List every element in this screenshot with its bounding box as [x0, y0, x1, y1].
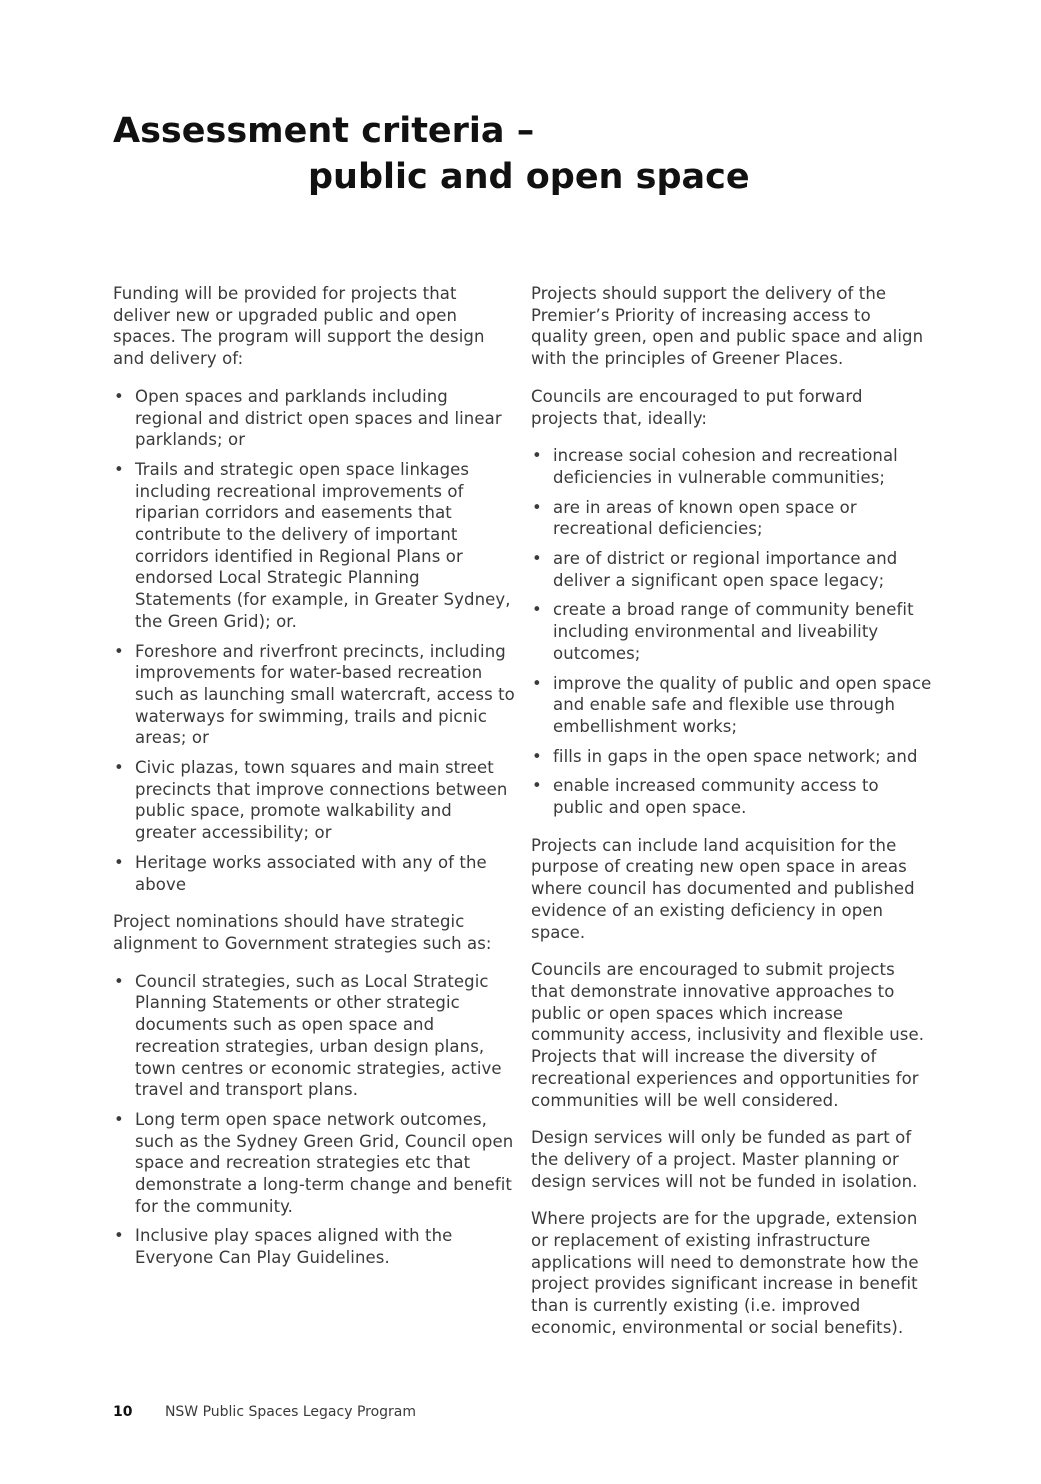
land-acquisition-paragraph: Projects can include land acquisition for the purpose of creating new open space in areas where council has documented and published evidence of an existing deficiency in open space. — [531, 835, 915, 942]
list-item — [113, 971, 515, 1101]
eligible-projects-list — [113, 386, 515, 895]
bullet-icon: • — [532, 549, 542, 569]
list-item — [531, 445, 933, 488]
bullet-icon: • — [114, 1109, 124, 1129]
intro-paragraph: Funding will be provided for projects that deliver new or upgraded public and open spaces. The program will support the design and delivery of: — [113, 284, 485, 369]
bullet-icon: • — [532, 776, 542, 796]
bullet-icon: • — [114, 459, 124, 479]
page-number: 10 — [113, 1404, 133, 1420]
left-column — [113, 283, 515, 1285]
title-line-1: Assessment criteria – — [113, 111, 535, 151]
bullet-icon: • — [532, 673, 542, 693]
councils-encouraged-paragraph: Councils are encouraged to put forward projects that, ideally: — [531, 386, 863, 428]
list-item — [113, 641, 515, 750]
list-item — [531, 673, 933, 738]
bullet-icon: • — [532, 600, 542, 620]
bullet-icon: • — [114, 852, 124, 872]
bullet-icon: • — [114, 971, 124, 991]
list-item — [531, 548, 933, 591]
bullet-icon: • — [114, 1226, 124, 1246]
ideal-projects-list — [531, 445, 933, 819]
page-title — [113, 108, 750, 200]
list-item — [531, 497, 933, 540]
bullet-icon: • — [532, 497, 542, 517]
page-footer — [113, 1402, 416, 1422]
list-item — [113, 459, 515, 633]
list-item — [531, 775, 933, 818]
list-item-text: increase social cohesion and recreational deficiencies in vulnerable communities; — [553, 446, 898, 487]
list-item-text: Civic plazas, town squares and main street precincts that improve connections between public space, promote walkability and greater accessibility; or — [135, 758, 508, 843]
list-item — [113, 852, 515, 895]
bullet-icon: • — [532, 446, 542, 466]
bullet-icon: • — [114, 758, 124, 778]
list-item — [531, 599, 933, 664]
list-item — [113, 386, 515, 451]
list-item-text: are of district or regional importance and deliver a significant open space legacy; — [553, 549, 898, 590]
right-column — [531, 283, 933, 1355]
upgrade-projects-paragraph: Where projects are for the upgrade, extension or replacement of existing infrastructure applications will need to demonstrate how the project provides significant increase in benefit than is currently existing (i.e. improved economic, environmental or social benefits). — [531, 1209, 919, 1337]
publication-name: NSW Public Spaces Legacy Program — [164, 1404, 417, 1420]
list-item — [113, 1225, 515, 1268]
strategic-alignment-paragraph: Project nominations should have strategic alignment to Government strategies such as: — [113, 912, 492, 953]
bullet-icon: • — [114, 386, 124, 406]
list-item-text: improve the quality of public and open space and enable safe and flexible use through embellishment works; — [553, 673, 932, 736]
premiers-priority-paragraph: Projects should support the delivery of the Premier’s Priority of increasing access to quality green, open and public space and align with the principles of Greener Places. — [531, 284, 924, 369]
list-item-text: Inclusive play spaces aligned with the Everyone Can Play Guidelines. — [135, 1226, 453, 1268]
list-item-text: Council strategies, such as Local Strategic Planning Statements or other strategic documents such as open space and recreation strategies, urban design plans, town centres or economic strategies, active travel and transport plans. — [135, 971, 502, 1100]
title-line-2: public and open space — [308, 157, 750, 197]
list-item — [113, 1109, 515, 1218]
list-item-text: enable increased community access to public and open space. — [553, 776, 879, 818]
list-item-text: create a broad range of community benefit including environmental and liveability outcomes; — [553, 600, 914, 663]
strategies-list — [113, 971, 515, 1269]
innovative-approaches-paragraph: Councils are encouraged to submit projects that demonstrate innovative approaches to public or open spaces which increase community access, inclusivity and flexible use. Projects that will increase the diversity of recreational experiences and opportunities for communities will be well considered. — [531, 960, 925, 1110]
list-item-text: Trails and strategic open space linkages including recreational improvements of riparian corridors and easements that contribute to the delivery of important corridors identified in Regional Plans or endorsed Local Strategic Planning Statements (for example, in Greater Sydney, the Green Grid); or. — [135, 459, 511, 631]
list-item-text: Heritage works associated with any of the above — [135, 852, 487, 894]
list-item-text: Open spaces and parklands including regional and district open spaces and linear parklands; or — [135, 386, 502, 450]
bullet-icon: • — [532, 746, 542, 766]
list-item-text: Long term open space network outcomes, such as the Sydney Green Grid, Council open space and recreation strategies etc that demonstrate a long-term change and benefit for the community. — [135, 1109, 514, 1216]
list-item-text: fills in gaps in the open space network; and — [553, 746, 918, 766]
list-item-text: are in areas of known open space or recreational deficiencies; — [553, 497, 857, 539]
list-item-text: Foreshore and riverfront precincts, including improvements for water-based recreation such as launching small watercraft, access to waterways for swimming, trails and picnic areas; or — [135, 641, 515, 748]
list-item — [113, 757, 515, 844]
design-services-paragraph: Design services will only be funded as part of the delivery of a project. Master planning or design services will not be funded in isolation. — [531, 1128, 918, 1191]
list-item — [531, 746, 933, 768]
bullet-icon: • — [114, 641, 124, 661]
